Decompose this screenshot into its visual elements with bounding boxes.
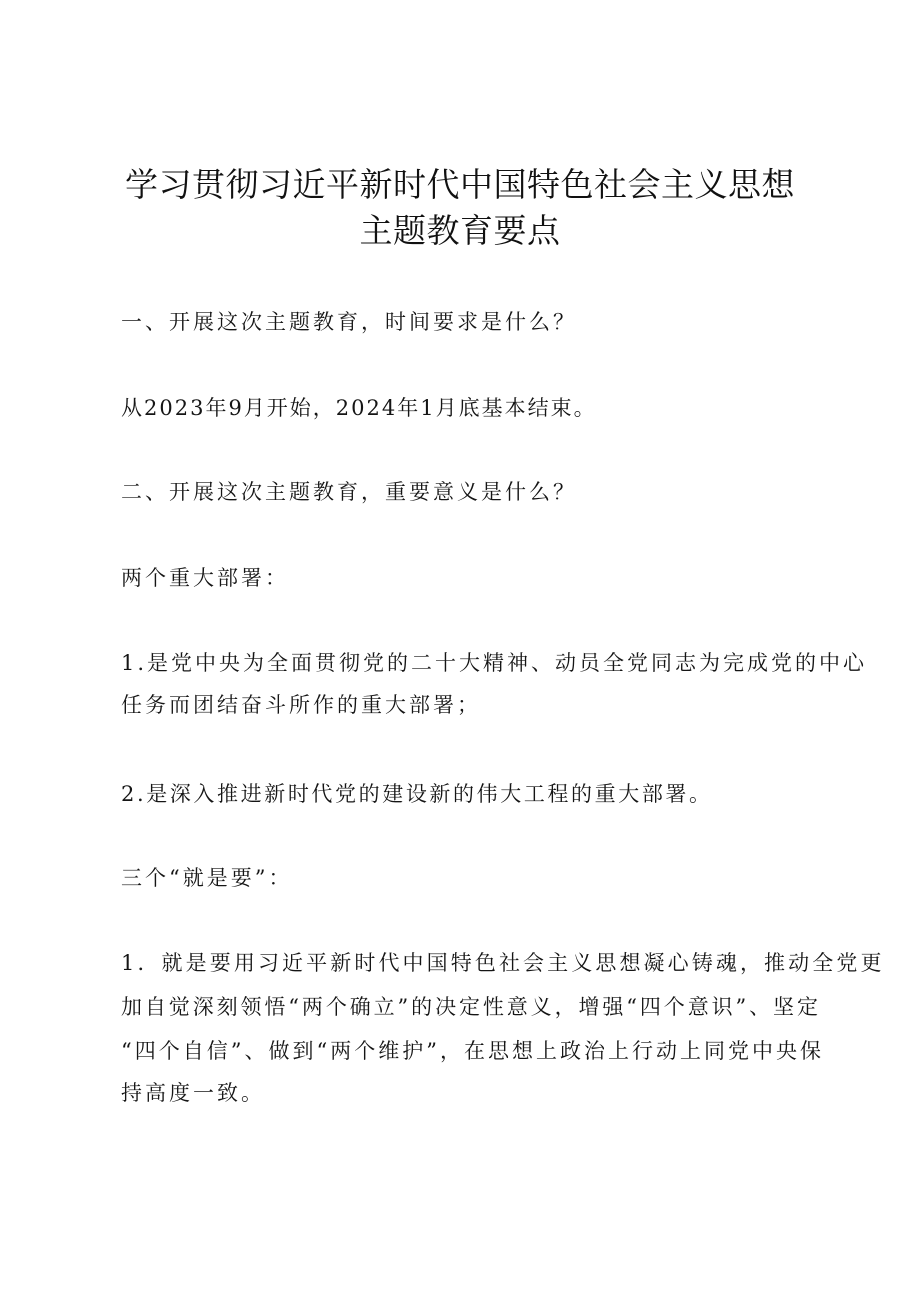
document-title-line-2: 主题教育要点 xyxy=(359,211,561,250)
must-item-1-line-1: 1．就是要用习近平新时代中国特色社会主义思想凝心铸魂，推动全党更 xyxy=(121,951,885,975)
answer-1: 从2023年9月开始，2024年1月底基本结束。 xyxy=(121,396,597,420)
document-title-line-1: 学习贯彻习近平新时代中国特色社会主义思想 xyxy=(125,165,795,204)
subheading-three-musts: 三个“就是要”： xyxy=(121,866,293,890)
deployment-item-2: 2.是深入推进新时代党的建设新的伟大工程的重大部署。 xyxy=(121,782,713,806)
must-item-1-line-4: 持高度一致。 xyxy=(121,1081,265,1105)
question-2: 二、开展这次主题教育，重要意义是什么？ xyxy=(121,480,577,504)
deployment-item-1-line-1: 1.是党中央为全面贯彻党的二十大精神、动员全党同志为完成党的中心 xyxy=(121,651,868,675)
deployment-item-1-line-2: 任务而团结奋斗所作的重大部署； xyxy=(121,693,481,717)
subheading-two-deployments: 两个重大部署： xyxy=(121,566,289,590)
question-1: 一、开展这次主题教育，时间要求是什么？ xyxy=(121,310,577,334)
must-item-1-line-2: 加自觉深刻领悟“两个确立”的决定性意义，增强“四个意识”、坚定 xyxy=(121,995,821,1019)
must-item-1-line-3: “四个自信”、做到“两个维护”，在思想上政治上行动上同党中央保 xyxy=(121,1039,824,1063)
